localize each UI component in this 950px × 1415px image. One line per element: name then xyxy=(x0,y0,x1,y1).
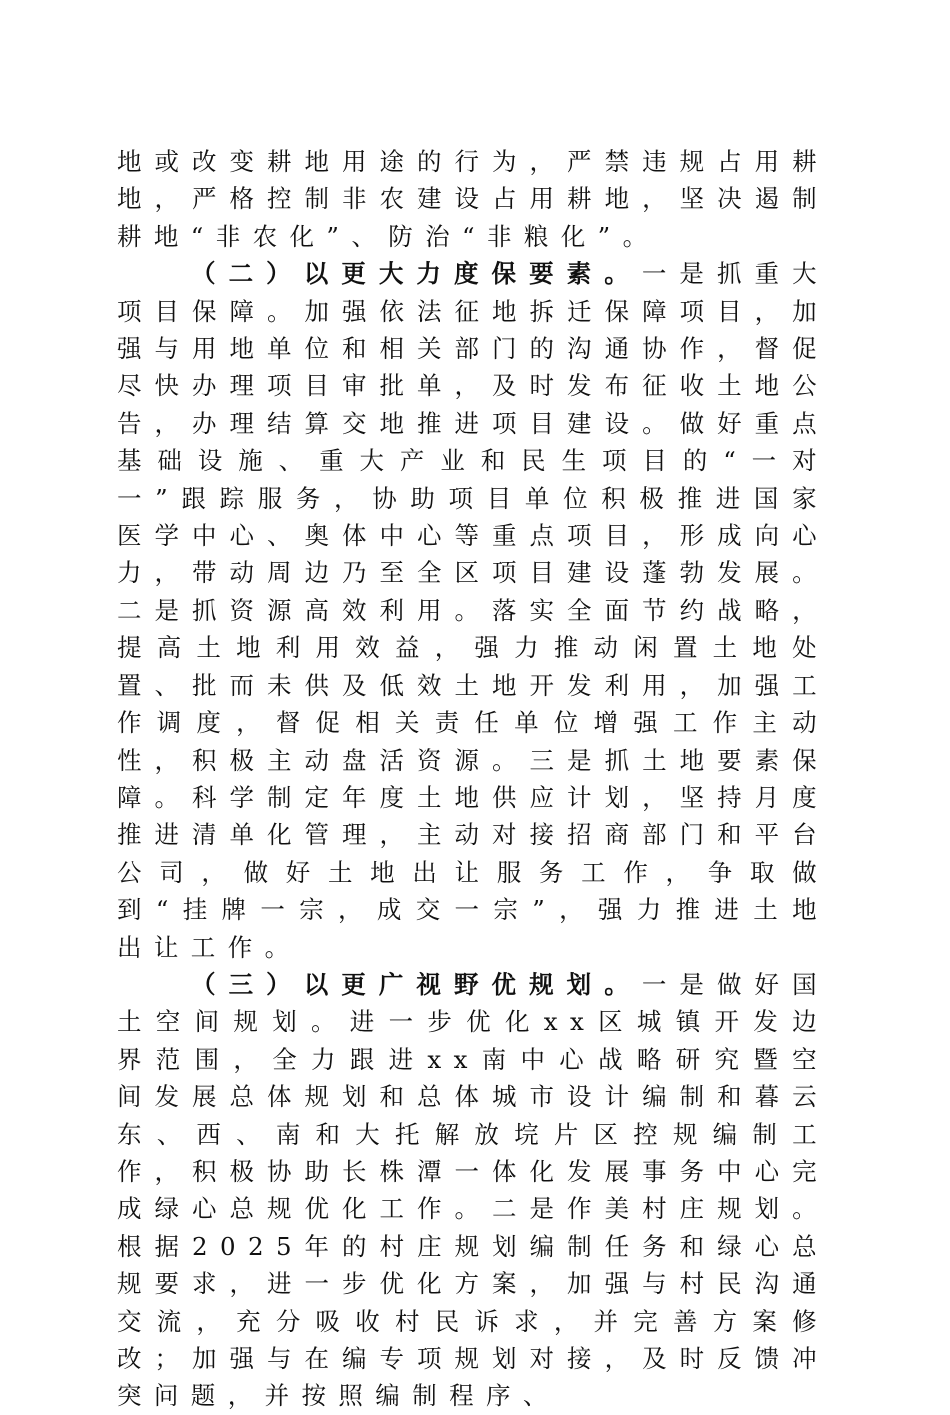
paragraph-continuation xyxy=(117,143,829,255)
section-heading: （三）以更广视野优规划。 xyxy=(191,969,642,999)
paragraph-section-3 xyxy=(117,966,829,1415)
section-heading: （二）以更大力度保要素。 xyxy=(191,259,642,289)
paragraph-section-2 xyxy=(117,255,829,966)
document-page xyxy=(117,143,829,1415)
paragraph-body: 一是抓重大项目保障。加强依法征地拆迁保障项目，加强与用地单位和相关部门的沟通协作，督促尽快办理项目审批单，及时发布征收土地公告，办理结算交地推进项目建设。做好重点基础设施、重大产业和民生项目的“一对一”跟踪服务，协助项目单位积极推进国家医学中心、奥体中心等重点项目，形成向心力，带动周边乃至全区项目建设蓬勃发展。二是抓资源高效利用。落实全面节约战略，提高土地利用效益，强力推动闲置土地处置、批而未供及低效土地开发利用，加强工作调度，督促相关责任单位增强工作主动性，积极主动盘活资源。三是抓土地要素保障。科学制定年度土地供应计划，坚持月度推进清单化管理，主动对接招商部门和平台公司，做好土地出让服务工作，争取做到“挂牌一宗，成交一宗”，强力推进土地出让工作。 xyxy=(117,259,829,962)
paragraph-body: 地或改变耕地用途的行为，严禁违规占用耕地，严格控制非农建设占用耕地，坚决遏制耕地“非农化”、防治“非粮化”。 xyxy=(117,147,829,251)
paragraph-body: 一是做好国土空间规划。进一步优化xx区城镇开发边界范围，全力跟进xx南中心战略研究暨空间发展总体规划和总体城市设计编制和暮云东、西、南和大托解放垸片区控规编制工作，积极协助长株潭一体化发展事务中心完成绿心总规优化工作。二是作美村庄规划。根据2025年的村庄规划编制任务和绿心总规要求，进一步优化方案，加强与村民沟通交流，充分吸收村民诉求，并完善方案修改；加强与在编专项规划对接，及时反馈冲突问题，并按照编制程序、 xyxy=(117,969,829,1411)
